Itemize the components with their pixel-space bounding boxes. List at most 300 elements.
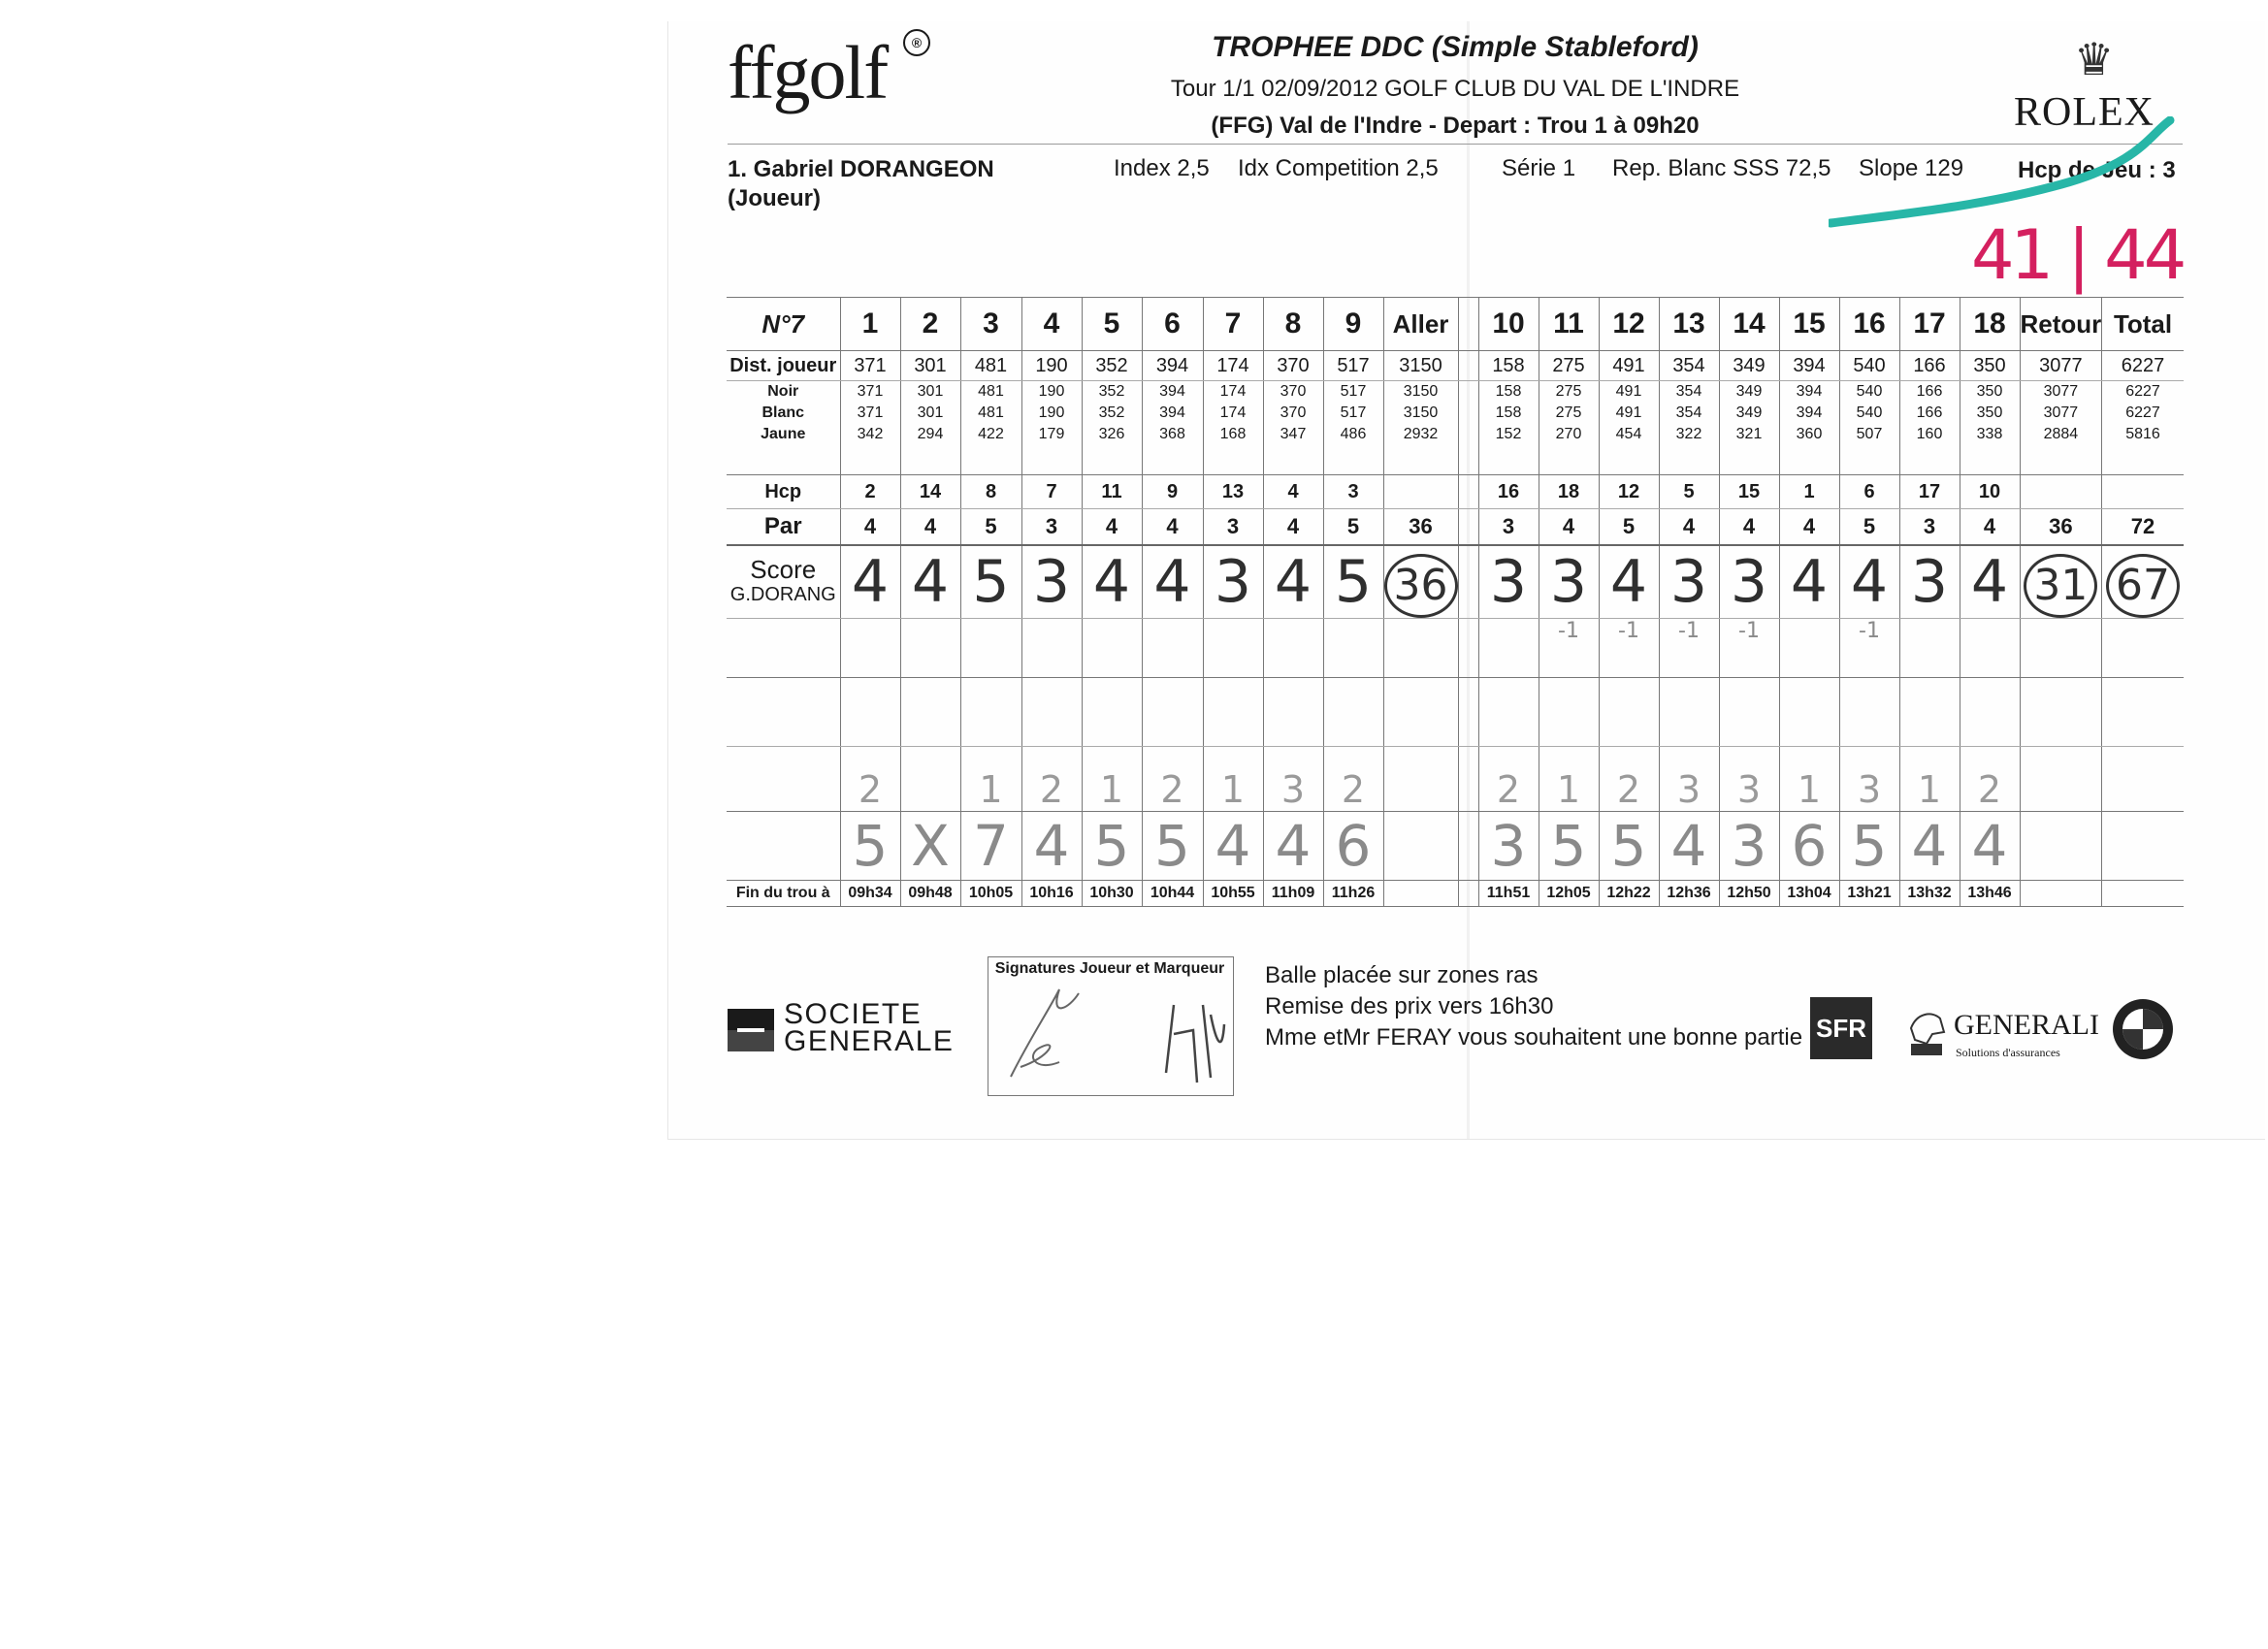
marks-cell	[1960, 619, 2020, 678]
marks-cell	[1263, 619, 1323, 678]
noir-row	[727, 381, 2184, 404]
marks-cell: -1	[1539, 619, 1599, 678]
marks-cell	[840, 619, 900, 678]
spacer-cell	[2020, 445, 2102, 475]
score-cell: 3	[1659, 545, 1719, 619]
hole-number: 7	[1203, 298, 1263, 351]
rolex-logo: ROLEX	[2014, 90, 2155, 135]
fin-cell: 10h55	[1203, 881, 1263, 907]
hcp-cell: 17	[1899, 475, 1960, 509]
jaune-cell: 152	[1478, 424, 1539, 445]
pencil_bottom-cell: 4	[1263, 812, 1323, 881]
blanc-cell: 350	[1960, 403, 2020, 424]
dist-cell: 354	[1659, 351, 1719, 381]
hole-number: 2	[900, 298, 960, 351]
jaune-out-total: 2932	[1383, 424, 1458, 445]
player-index: Index 2,5	[1114, 155, 1210, 181]
hole-number: 12	[1599, 298, 1659, 351]
pencil_top-cell: 2	[1599, 747, 1659, 812]
pencil_bottom-cell: 4	[1899, 812, 1960, 881]
score-cell: 4	[1839, 545, 1899, 619]
dist-cell: 352	[1082, 351, 1142, 381]
player-name: 1. Gabriel DORANGEON	[728, 156, 994, 182]
fin-cell: 13h32	[1899, 881, 1960, 907]
fin-cell: 12h36	[1659, 881, 1719, 907]
score-player-name: G.DORANG	[729, 584, 836, 605]
par-cell: 4	[900, 509, 960, 546]
footer-note: Remise des prix vers 16h30	[1265, 993, 1554, 1019]
fin-cell: 13h04	[1779, 881, 1839, 907]
jaune-cell: 486	[1323, 424, 1383, 445]
column-separator	[1458, 619, 1478, 678]
marks-cell: -1	[1839, 619, 1899, 678]
blanc-cell: 371	[840, 403, 900, 424]
marks-cell: -1	[1719, 619, 1779, 678]
blank-cell	[1021, 678, 1082, 747]
hcp-cell: 15	[1719, 475, 1779, 509]
par-cell: 4	[1539, 509, 1599, 546]
player-idx-competition: Idx Competition 2,5	[1238, 155, 1439, 181]
blanc-cell: 158	[1478, 403, 1539, 424]
pencil_top-cell: 3	[1719, 747, 1779, 812]
blanc-cell: 352	[1082, 403, 1142, 424]
blanc-cell: 174	[1203, 403, 1263, 424]
par-cell: 5	[960, 509, 1021, 546]
jaune-row	[727, 424, 2184, 445]
blank-cell	[1323, 678, 1383, 747]
competition-subtitle: Tour 1/1 02/09/2012 GOLF CLUB DU VAL DE L'INDRE	[1170, 76, 1740, 102]
hole-number: 3	[960, 298, 1021, 351]
pencil_top-cell: 1	[1203, 747, 1263, 812]
par-cell: 3	[1203, 509, 1263, 546]
pencil_bottom-cell: 5	[1539, 812, 1599, 881]
marks-cell: -1	[1599, 619, 1659, 678]
out-total-header: Aller	[1383, 298, 1458, 351]
dist-cell: 370	[1263, 351, 1323, 381]
hcp-cell: 11	[1082, 475, 1142, 509]
dist-cell: 350	[1960, 351, 2020, 381]
jaune-cell: 338	[1960, 424, 2020, 445]
blank-cell	[1960, 678, 2020, 747]
noir-cell: 354	[1659, 381, 1719, 404]
hcp-cell: 5	[1659, 475, 1719, 509]
fin-cell: 10h30	[1082, 881, 1142, 907]
spacer-cell	[1839, 445, 1899, 475]
pencil_bottom-out-total	[1383, 812, 1458, 881]
hole-number: 6	[1142, 298, 1203, 351]
pencil_top-cell: 2	[1478, 747, 1539, 812]
spacer-cell	[1263, 445, 1323, 475]
noir-cell: 517	[1323, 381, 1383, 404]
pencil_top-cell: 2	[1960, 747, 2020, 812]
pencil_top-total	[2102, 747, 2184, 812]
score-cell: 5	[1323, 545, 1383, 619]
score-cell: 4	[900, 545, 960, 619]
noir-label: Noir	[767, 383, 799, 400]
noir-cell: 481	[960, 381, 1021, 404]
spacer-cell	[727, 445, 840, 475]
jaune-cell: 270	[1539, 424, 1599, 445]
score-cell: 3	[1203, 545, 1263, 619]
card-number: N°7	[727, 298, 840, 351]
column-separator	[1458, 881, 1478, 907]
player-role: (Joueur)	[728, 185, 821, 211]
blanc-cell: 370	[1263, 403, 1323, 424]
bmw-logo-icon	[2111, 997, 2175, 1061]
noir-cell: 190	[1021, 381, 1082, 404]
par-row	[727, 509, 2184, 546]
pencil_top-cell: 1	[1539, 747, 1599, 812]
footer-notes	[1265, 960, 1802, 1053]
spacer-cell	[1539, 445, 1599, 475]
score-row	[727, 545, 2184, 619]
dist-cell: 275	[1539, 351, 1599, 381]
blank-cell	[1263, 678, 1323, 747]
jaune-cell: 454	[1599, 424, 1659, 445]
blanc-cell: 301	[900, 403, 960, 424]
blank-cell	[1458, 678, 1478, 747]
marks-cell	[1478, 619, 1539, 678]
spacer-cell	[1960, 445, 2020, 475]
blanc-in-total: 3077	[2020, 403, 2102, 424]
blank-cell	[1142, 678, 1203, 747]
hole-number: 17	[1899, 298, 1960, 351]
circled-total: 31	[2024, 554, 2097, 618]
blank-cell	[1082, 678, 1142, 747]
dist-cell: 158	[1478, 351, 1539, 381]
fin-cell: 12h50	[1719, 881, 1779, 907]
par-in-total: 36	[2020, 509, 2102, 546]
fin-cell: 12h22	[1599, 881, 1659, 907]
hole-number: 14	[1719, 298, 1779, 351]
column-separator	[1458, 424, 1478, 445]
spacer-cell	[1142, 445, 1203, 475]
blanc-row	[727, 403, 2184, 424]
hcp-total	[2102, 475, 2184, 509]
fin-cell: 10h05	[960, 881, 1021, 907]
pencil_bottom-cell: 5	[1142, 812, 1203, 881]
noir-cell: 275	[1539, 381, 1599, 404]
hole-number: 5	[1082, 298, 1142, 351]
jaune-cell: 168	[1203, 424, 1263, 445]
spacer-cell	[1478, 445, 1539, 475]
noir-cell: 301	[900, 381, 960, 404]
pencil_top-label	[727, 747, 840, 812]
jaune-cell: 179	[1021, 424, 1082, 445]
hcp-cell: 12	[1599, 475, 1659, 509]
fin-cell: 11h09	[1263, 881, 1323, 907]
blanc-cell: 349	[1719, 403, 1779, 424]
hole-number: 1	[840, 298, 900, 351]
blank-cell	[840, 678, 900, 747]
jaune-cell: 422	[960, 424, 1021, 445]
ffgolf-logo: ffgolf	[728, 30, 888, 114]
par-cell: 4	[1659, 509, 1719, 546]
hcp-cell: 9	[1142, 475, 1203, 509]
column-separator	[1458, 812, 1478, 881]
dist-in-total: 3077	[2020, 351, 2102, 381]
blank-cell	[1839, 678, 1899, 747]
pencil_top-cell: 2	[840, 747, 900, 812]
dist-label: Dist. joueur	[727, 351, 840, 381]
noir-cell: 540	[1839, 381, 1899, 404]
fin-cell: 09h34	[840, 881, 900, 907]
marks-cell	[1203, 619, 1263, 678]
blank-cell	[1539, 678, 1599, 747]
score-cell: 4	[1779, 545, 1839, 619]
par-cell: 4	[1263, 509, 1323, 546]
pencil_bottom-cell: 4	[1659, 812, 1719, 881]
column-separator	[1458, 403, 1478, 424]
fin-in-total	[2020, 881, 2102, 907]
hcp-cell: 6	[1839, 475, 1899, 509]
hcp-cell: 13	[1203, 475, 1263, 509]
marks-cell	[1021, 619, 1082, 678]
score-cell: 4	[1263, 545, 1323, 619]
hole-number: 15	[1779, 298, 1839, 351]
jaune-cell: 507	[1839, 424, 1899, 445]
par-cell: 5	[1599, 509, 1659, 546]
noir-total: 6227	[2102, 381, 2184, 404]
column-separator	[1458, 475, 1478, 509]
noir-cell: 174	[1203, 381, 1263, 404]
blank-cell	[1478, 678, 1539, 747]
score-cell: 4	[1960, 545, 2020, 619]
pencil_bottom-cell: 6	[1779, 812, 1839, 881]
noir-cell: 166	[1899, 381, 1960, 404]
blanc-cell: 190	[1021, 403, 1082, 424]
pencil_top-cell: 1	[1899, 747, 1960, 812]
hcp-cell: 14	[900, 475, 960, 509]
blanc-cell: 491	[1599, 403, 1659, 424]
column-separator	[1458, 298, 1478, 351]
hole-number: 4	[1021, 298, 1082, 351]
pencil_bottom-cell: 4	[1203, 812, 1263, 881]
score-cell: 5	[960, 545, 1021, 619]
noir-cell: 158	[1478, 381, 1539, 404]
jaune-cell: 294	[900, 424, 960, 445]
blanc-cell: 481	[960, 403, 1021, 424]
spacer-cell	[1203, 445, 1263, 475]
societe-generale-logo	[784, 998, 955, 1057]
blanc-label: Blanc	[761, 404, 805, 421]
competition-title: TROPHEE DDC (Simple Stableford)	[1212, 31, 1699, 63]
marks-cell	[1779, 619, 1839, 678]
fin-label: Fin du trou à	[727, 881, 840, 907]
hcp-cell: 2	[840, 475, 900, 509]
dist-cell: 491	[1599, 351, 1659, 381]
fin-cell: 12h05	[1539, 881, 1599, 907]
blank-cell	[2020, 678, 2102, 747]
hole-number: 13	[1659, 298, 1719, 351]
blanc-cell: 275	[1539, 403, 1599, 424]
blank-cell	[900, 678, 960, 747]
marks-out-total	[1383, 619, 1458, 678]
score-cell: 3	[1899, 545, 1960, 619]
hole-number: 8	[1263, 298, 1323, 351]
spacer-row	[727, 445, 2184, 475]
pencil_bottom-in-total	[2020, 812, 2102, 881]
column-separator	[1458, 351, 1478, 381]
jaune-label: Jaune	[761, 426, 806, 442]
pencil_top-cell: 3	[1263, 747, 1323, 812]
footer-note: Mme etMr FERAY vous souhaitent une bonne partie	[1265, 1024, 1803, 1051]
hcp-cell: 3	[1323, 475, 1383, 509]
score-label	[727, 545, 840, 619]
blanc-cell: 517	[1323, 403, 1383, 424]
dist-cell: 190	[1021, 351, 1082, 381]
par-label: Par	[727, 509, 840, 546]
sponsor-name-line: SOCIETE	[784, 998, 923, 1030]
score-total	[2102, 545, 2184, 619]
dist-cell: 540	[1839, 351, 1899, 381]
blanc-cell: 394	[1779, 403, 1839, 424]
hole-number: 18	[1960, 298, 2020, 351]
in-total-header: Retour	[2020, 298, 2102, 351]
pencil_bottom-cell: 6	[1323, 812, 1383, 881]
marks-cell	[1323, 619, 1383, 678]
spacer-cell	[1659, 445, 1719, 475]
spacer-cell	[1779, 445, 1839, 475]
player-block	[728, 155, 994, 213]
total-header: Total	[2102, 298, 2184, 351]
pencil_bottom-label	[727, 812, 840, 881]
pencil_top-cell: 2	[1142, 747, 1203, 812]
distance-row	[727, 351, 2184, 381]
dist-cell: 394	[1779, 351, 1839, 381]
hcp-de-jeu: Hcp de Jeu : 3	[2018, 157, 2176, 183]
fin-total	[2102, 881, 2184, 907]
noir-out-total: 3150	[1383, 381, 1458, 404]
blank-cell	[960, 678, 1021, 747]
pencil_bottom-cell: 5	[1082, 812, 1142, 881]
noir-cell: 352	[1082, 381, 1142, 404]
footer-note: Balle placée sur zones ras	[1265, 962, 1539, 988]
score-cell: 3	[1021, 545, 1082, 619]
generali-tagline: Solutions d'assurances	[1956, 1046, 2060, 1059]
noir-cell: 371	[840, 381, 900, 404]
column-separator	[1458, 509, 1478, 546]
generali-lion-icon	[1907, 1005, 1946, 1057]
dist-cell: 394	[1142, 351, 1203, 381]
par-cell: 4	[1960, 509, 2020, 546]
column-separator	[1458, 747, 1478, 812]
score-cell: 4	[1599, 545, 1659, 619]
score-cell: 4	[840, 545, 900, 619]
circled-total: 67	[2106, 554, 2180, 618]
score-cell: 3	[1539, 545, 1599, 619]
jaune-cell: 160	[1899, 424, 1960, 445]
fin-cell: 13h21	[1839, 881, 1899, 907]
blank-cell	[1203, 678, 1263, 747]
par-cell: 4	[840, 509, 900, 546]
jaune-cell: 342	[840, 424, 900, 445]
par-cell: 4	[1779, 509, 1839, 546]
spacer-cell	[2102, 445, 2184, 475]
player-signature	[991, 980, 1098, 1086]
hcp-label: Hcp	[727, 475, 840, 509]
dist-cell: 371	[840, 351, 900, 381]
marks-total	[2102, 619, 2184, 678]
jaune-cell: 326	[1082, 424, 1142, 445]
blank-row	[727, 678, 2184, 747]
sponsor-name-line: GENERALE	[784, 1025, 955, 1057]
hcp-in-total	[2020, 475, 2102, 509]
jaune-in-total: 2884	[2020, 424, 2102, 445]
par-cell: 4	[1142, 509, 1203, 546]
hcp-cell: 18	[1539, 475, 1599, 509]
spacer-cell	[1599, 445, 1659, 475]
pencil_top-cell: 1	[1779, 747, 1839, 812]
hcp-cell: 7	[1021, 475, 1082, 509]
par-cell: 5	[1839, 509, 1899, 546]
dist-out-total: 3150	[1383, 351, 1458, 381]
dist-cell: 301	[900, 351, 960, 381]
pencil_top-cell: 2	[1021, 747, 1082, 812]
hcp-cell: 1	[1779, 475, 1839, 509]
marks-cell: -1	[1659, 619, 1719, 678]
pencil_bottom-cell: X	[900, 812, 960, 881]
marks-cell	[1082, 619, 1142, 678]
pencil_top-cell	[900, 747, 960, 812]
fin-out-total	[1383, 881, 1458, 907]
hcp-cell: 16	[1478, 475, 1539, 509]
noir-in-total: 3077	[2020, 381, 2102, 404]
marks-cell	[1899, 619, 1960, 678]
dist-cell: 174	[1203, 351, 1263, 381]
blanc-out-total: 3150	[1383, 403, 1458, 424]
fin-cell: 11h51	[1478, 881, 1539, 907]
score-cell: 3	[1478, 545, 1539, 619]
spacer-cell	[840, 445, 900, 475]
spacer-cell	[900, 445, 960, 475]
hole-number: 16	[1839, 298, 1899, 351]
blanc-total: 6227	[2102, 403, 2184, 424]
blank-cell	[2102, 678, 2184, 747]
player-serie: Série 1	[1502, 155, 1576, 181]
blanc-cell: 354	[1659, 403, 1719, 424]
blank-cell	[1719, 678, 1779, 747]
noir-cell: 491	[1599, 381, 1659, 404]
blanc-cell: 166	[1899, 403, 1960, 424]
noir-cell: 350	[1960, 381, 2020, 404]
departure-info: (FFG) Val de l'Indre - Depart : Trou 1 à 09h20	[1211, 113, 1700, 139]
pencil_top-cell: 3	[1659, 747, 1719, 812]
fin-cell: 13h46	[1960, 881, 2020, 907]
blank-cell	[1383, 678, 1458, 747]
finish-time-row	[727, 881, 2184, 907]
pencil_top-in-total	[2020, 747, 2102, 812]
sfr-logo: SFR	[1810, 997, 1872, 1059]
fin-cell: 09h48	[900, 881, 960, 907]
signature-box-label: Signatures Joueur et Marqueur	[994, 960, 1225, 977]
spacer-cell	[960, 445, 1021, 475]
par-cell: 4	[1082, 509, 1142, 546]
score-label: Score	[750, 555, 817, 584]
pencil_bottom-cell: 4	[1960, 812, 2020, 881]
noir-cell: 394	[1142, 381, 1203, 404]
societe-generale-logo-icon	[728, 1009, 774, 1051]
score-cell: 3	[1719, 545, 1779, 619]
par-total: 72	[2102, 509, 2184, 546]
par-cell: 3	[1899, 509, 1960, 546]
registered-mark-icon: ®	[903, 29, 930, 56]
par-out-total: 36	[1383, 509, 1458, 546]
fin-cell: 11h26	[1323, 881, 1383, 907]
par-cell: 3	[1021, 509, 1082, 546]
player-slope: Slope 129	[1859, 155, 1964, 181]
spacer-cell	[1082, 445, 1142, 475]
